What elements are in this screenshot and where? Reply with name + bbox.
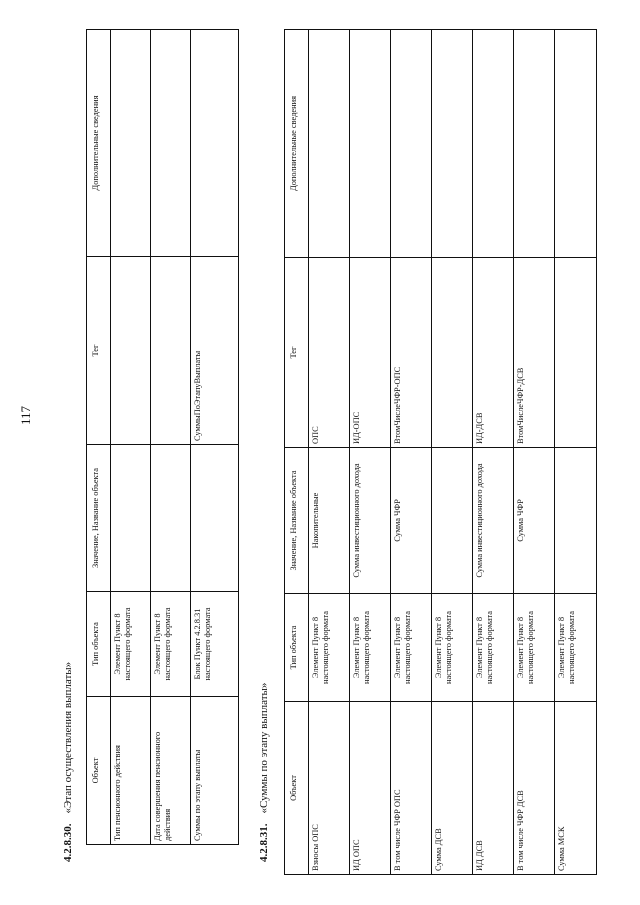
- cell-type: Элемент Пункт 8 настоящего формата: [111, 592, 151, 697]
- cell-type: Элемент Пункт 8 настоящего формата: [473, 594, 514, 702]
- section1-heading: [62, 662, 74, 862]
- cell-object: Взносы ОПС: [309, 702, 350, 875]
- table-row: [350, 30, 391, 875]
- cell-type: Блок Пункт 4.2.8.31 настоящего формата: [191, 592, 239, 697]
- cell-value: [432, 448, 473, 594]
- cell-value: [555, 448, 597, 594]
- section1-table: [86, 29, 239, 845]
- cell-tag: [432, 258, 473, 448]
- cell-object: Сумма ДСВ: [432, 702, 473, 875]
- section2-heading: [258, 683, 270, 862]
- cell-value: Сумма ЧФР: [391, 448, 432, 594]
- header-type: Тип объекта: [87, 592, 111, 697]
- section2-table-wrapper: [284, 29, 597, 875]
- header-tag: Тег: [87, 257, 111, 445]
- section2-number: 4.2.8.31.: [258, 823, 270, 862]
- cell-value: Накопительные: [309, 448, 350, 594]
- header-tag: Тег: [285, 258, 309, 448]
- section2-table: [284, 29, 597, 875]
- cell-extra: [391, 30, 432, 258]
- cell-type: Элемент Пункт 8 настоящего формата: [391, 594, 432, 702]
- cell-tag: СуммыПоЭтапуВыплаты: [191, 257, 239, 445]
- table-row: [191, 30, 239, 845]
- table-row: [309, 30, 350, 875]
- header-object: Объект: [285, 702, 309, 875]
- table-header-row: [87, 30, 111, 845]
- cell-tag: ВтомЧислеЧФР-ОПС: [391, 258, 432, 448]
- table-row: [473, 30, 514, 875]
- cell-extra: [151, 30, 191, 257]
- cell-tag: [111, 257, 151, 445]
- cell-object: Дата совершения пенсионного действия: [151, 697, 191, 845]
- cell-type: Элемент Пункт 8 настоящего формата: [151, 592, 191, 697]
- cell-extra: [191, 30, 239, 257]
- cell-extra: [309, 30, 350, 258]
- section1-table-wrapper: [86, 29, 239, 845]
- cell-value: [151, 445, 191, 592]
- cell-type: Элемент Пункт 8 настоящего формата: [350, 594, 391, 702]
- cell-value: Сумма инвестиционного дохода: [473, 448, 514, 594]
- header-value: Значение, Название объекта: [285, 448, 309, 594]
- header-extra: Дополнительные сведения: [87, 30, 111, 257]
- cell-tag: ОПС: [309, 258, 350, 448]
- cell-object: Сумма МСК: [555, 702, 597, 875]
- header-object: Объект: [87, 697, 111, 845]
- cell-type: Элемент Пункт 8 настоящего формата: [555, 594, 597, 702]
- table-row: [391, 30, 432, 875]
- cell-tag: [555, 258, 597, 448]
- cell-object: В том числе ЧФР ОПС: [391, 702, 432, 875]
- cell-tag: ВтомЧислеЧФР-ДСВ: [514, 258, 555, 448]
- cell-object: ИД ДСВ: [473, 702, 514, 875]
- section1-number: 4.2.8.30.: [62, 823, 74, 862]
- cell-type: Элемент Пункт 8 настоящего формата: [432, 594, 473, 702]
- table-header-row: [285, 30, 309, 875]
- cell-value: [191, 445, 239, 592]
- table-row: [151, 30, 191, 845]
- cell-extra: [473, 30, 514, 258]
- cell-object: Тип пенсионного действия: [111, 697, 151, 845]
- section1-title: «Этап осуществления выплаты»: [62, 661, 74, 814]
- cell-object: Суммы по этапу выплаты: [191, 697, 239, 845]
- cell-type: Элемент Пункт 8 настоящего формата: [309, 594, 350, 702]
- cell-value: Сумма ЧФР: [514, 448, 555, 594]
- cell-object: ИД ОПС: [350, 702, 391, 875]
- cell-tag: [151, 257, 191, 445]
- cell-value: [111, 445, 151, 592]
- cell-extra: [350, 30, 391, 258]
- cell-extra: [111, 30, 151, 257]
- section2-title: «Суммы по этапу выплаты»: [258, 682, 270, 814]
- table-row: [555, 30, 597, 875]
- cell-value: Сумма инвестиционного дохода: [350, 448, 391, 594]
- page-number: 117: [18, 405, 33, 425]
- cell-tag: ИД-ОПС: [350, 258, 391, 448]
- header-extra: Дополнительные сведения: [285, 30, 309, 258]
- header-type: Тип объекта: [285, 594, 309, 702]
- cell-tag: ИД-ДСВ: [473, 258, 514, 448]
- cell-extra: [555, 30, 597, 258]
- cell-type: Элемент Пункт 8 настоящего формата: [514, 594, 555, 702]
- cell-extra: [432, 30, 473, 258]
- table-row: [432, 30, 473, 875]
- table-row: [111, 30, 151, 845]
- cell-object: В том числе ЧФР ДСВ: [514, 702, 555, 875]
- header-value: Значение, Название объекта: [87, 445, 111, 592]
- cell-extra: [514, 30, 555, 258]
- table-row: [514, 30, 555, 875]
